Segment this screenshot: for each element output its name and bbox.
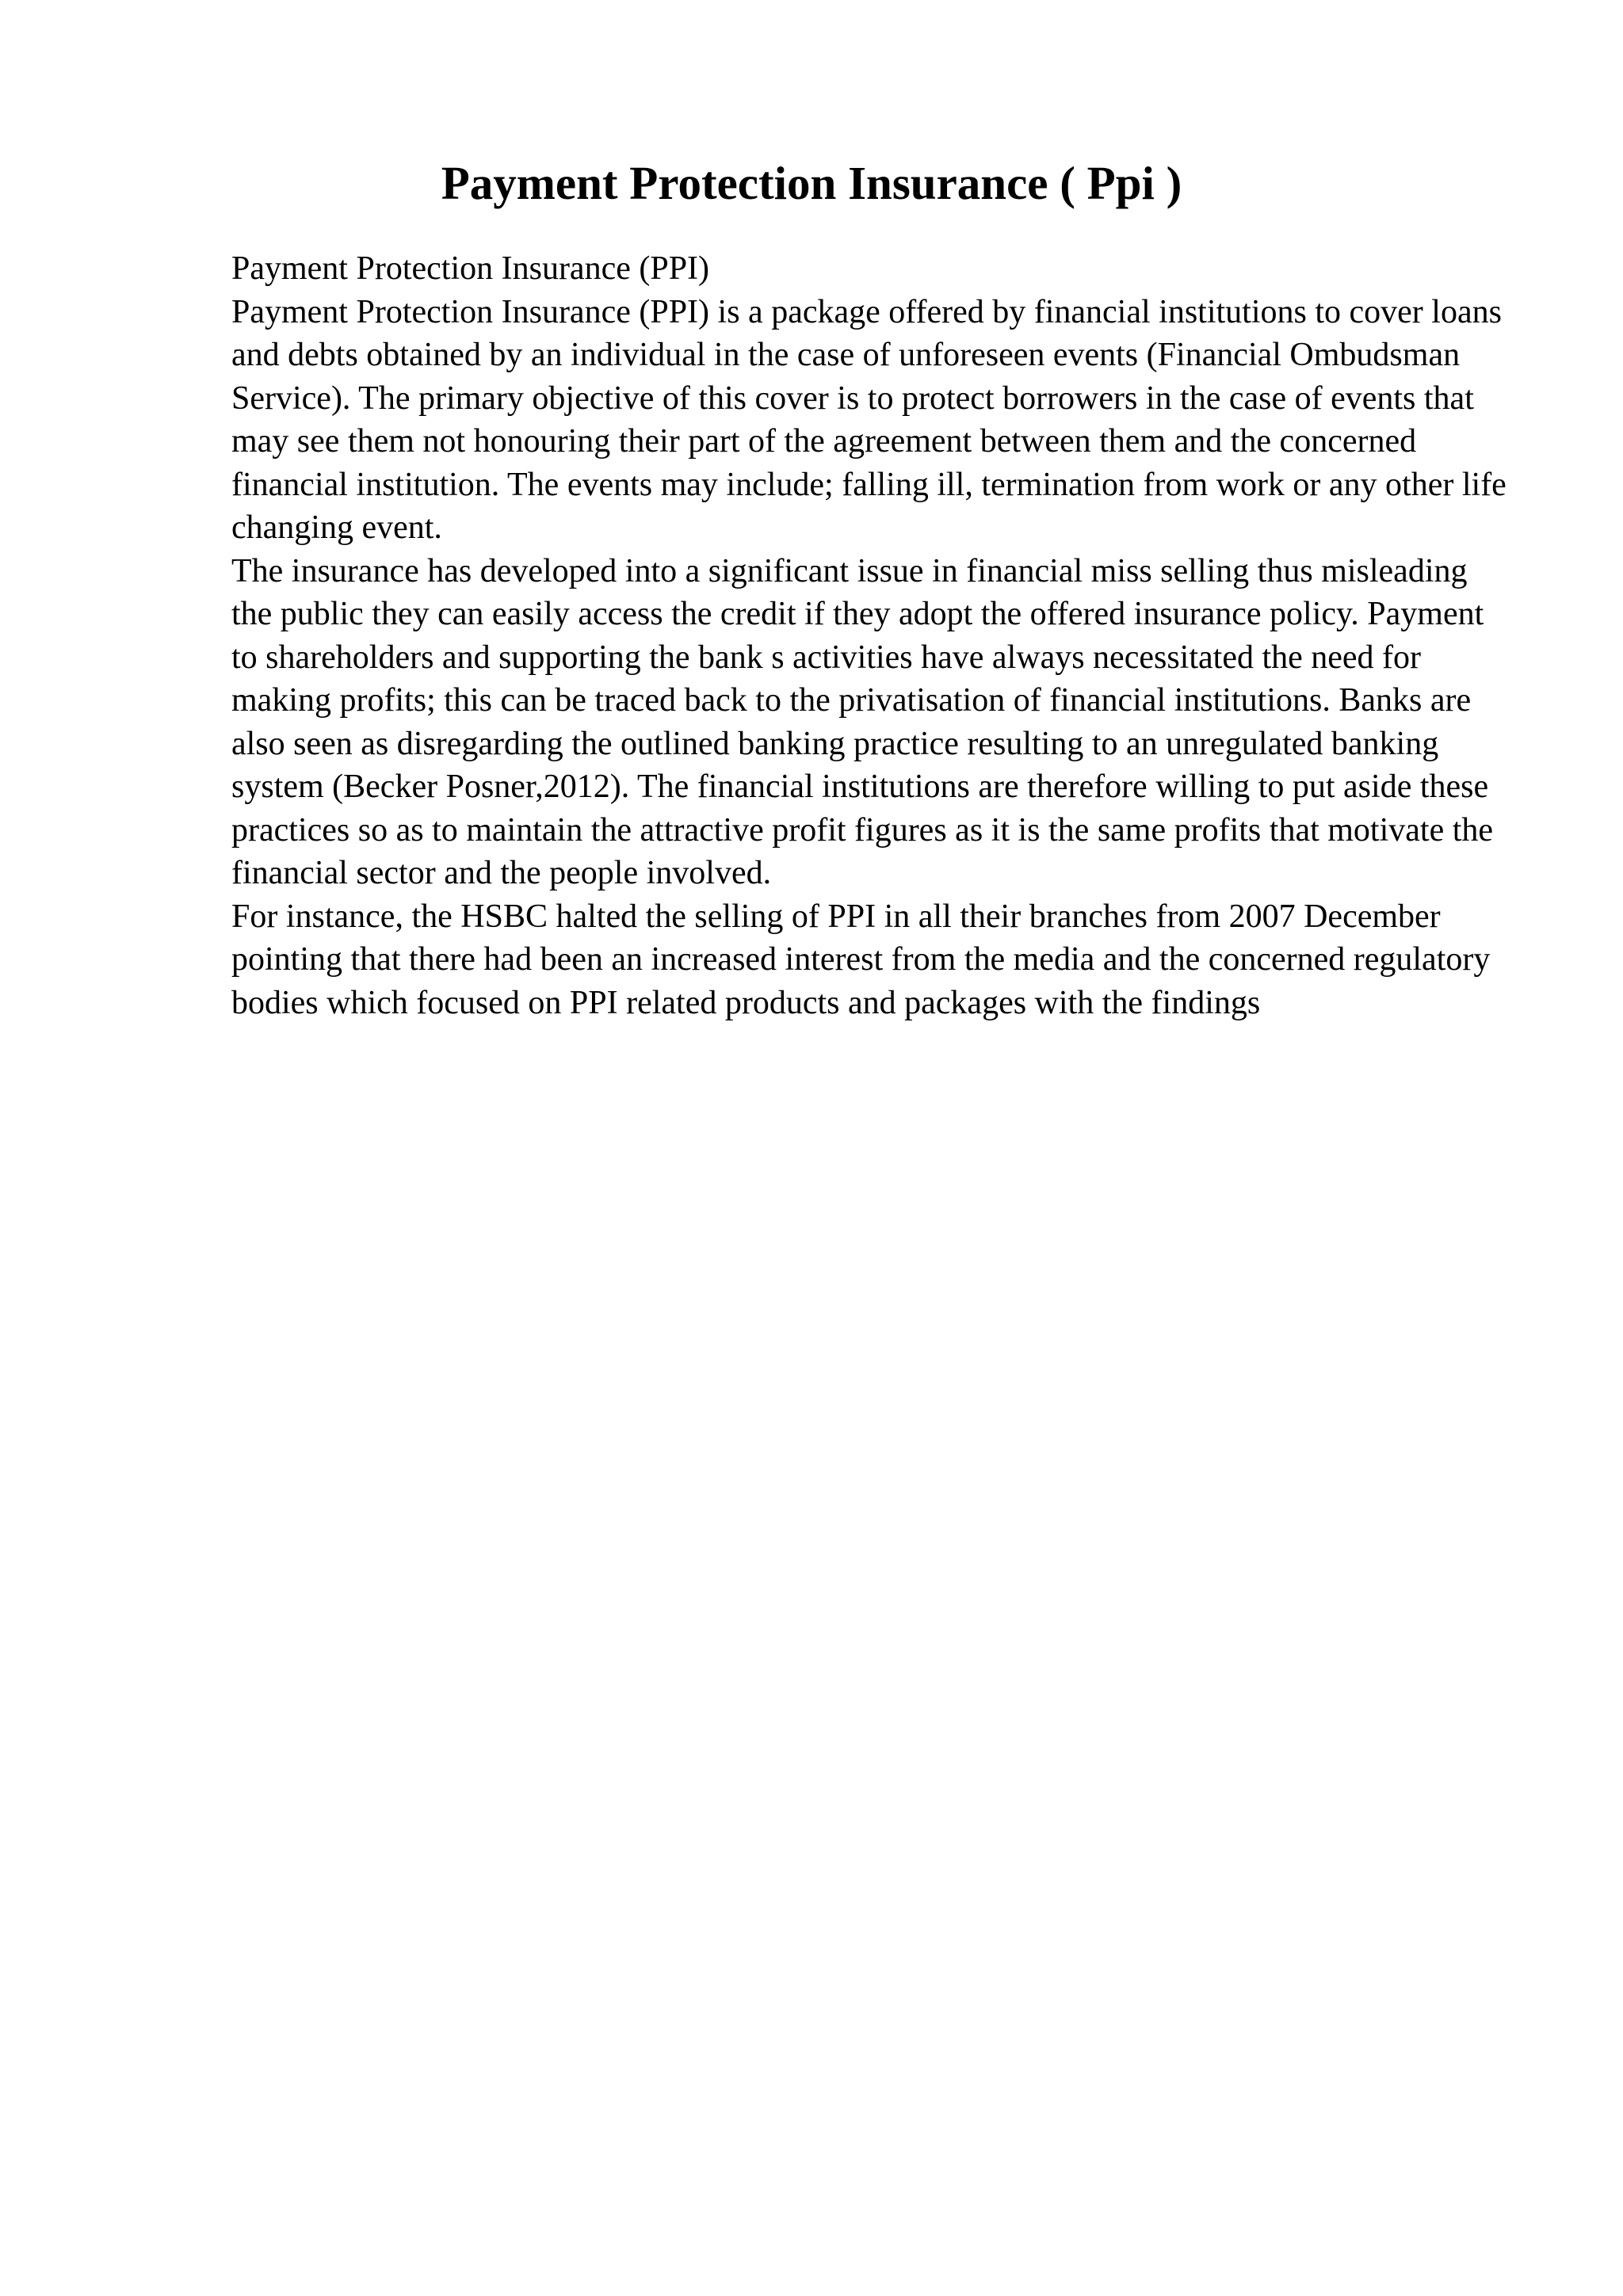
paragraph-hsbc-example: For instance, the HSBC halted the selling of PPI in all their branches from 2007 December pointing that there had been an increased interest from the media and the concerned regulatory bodies which focused on PPI related products and packages with the findings [231,898,1491,1021]
paragraph-definition: Payment Protection Insurance (PPI) is a package offered by financial institutions to cover loans and debts obtained by an individual in the case of unforeseen events (Financial Ombudsman Service). The primary objective of this cover is to protect borrowers in the case of events that may see them not honouring their part of the agreement between them and the concerned financial institution. The events may include; falling ill, termination from work or any other life changing event. [231,293,1507,546]
document-body [231,247,1515,1024]
paragraph-misselling: The insurance has developed into a significant issue in financial miss selling thus misleading the public they can easily access the credit if they adopt the offered insurance policy. Payment to shareholders and supporting the bank s activities have always necessitated the need for making profits; this can be traced back to the privatisation of financial institutions. Banks are also seen as disregarding the outlined banking practice resulting to an unregulated banking system (Becker Posner,2012). The financial institutions are therefore willing to put aside these practices so as to maintain the attractive profit figures as it is the same profits that motivate the financial sector and the people involved. [231,552,1494,891]
paragraph-heading: Payment Protection Insurance (PPI) [231,250,710,287]
document-title: Payment Protection Insurance ( Ppi ) [441,157,1182,209]
